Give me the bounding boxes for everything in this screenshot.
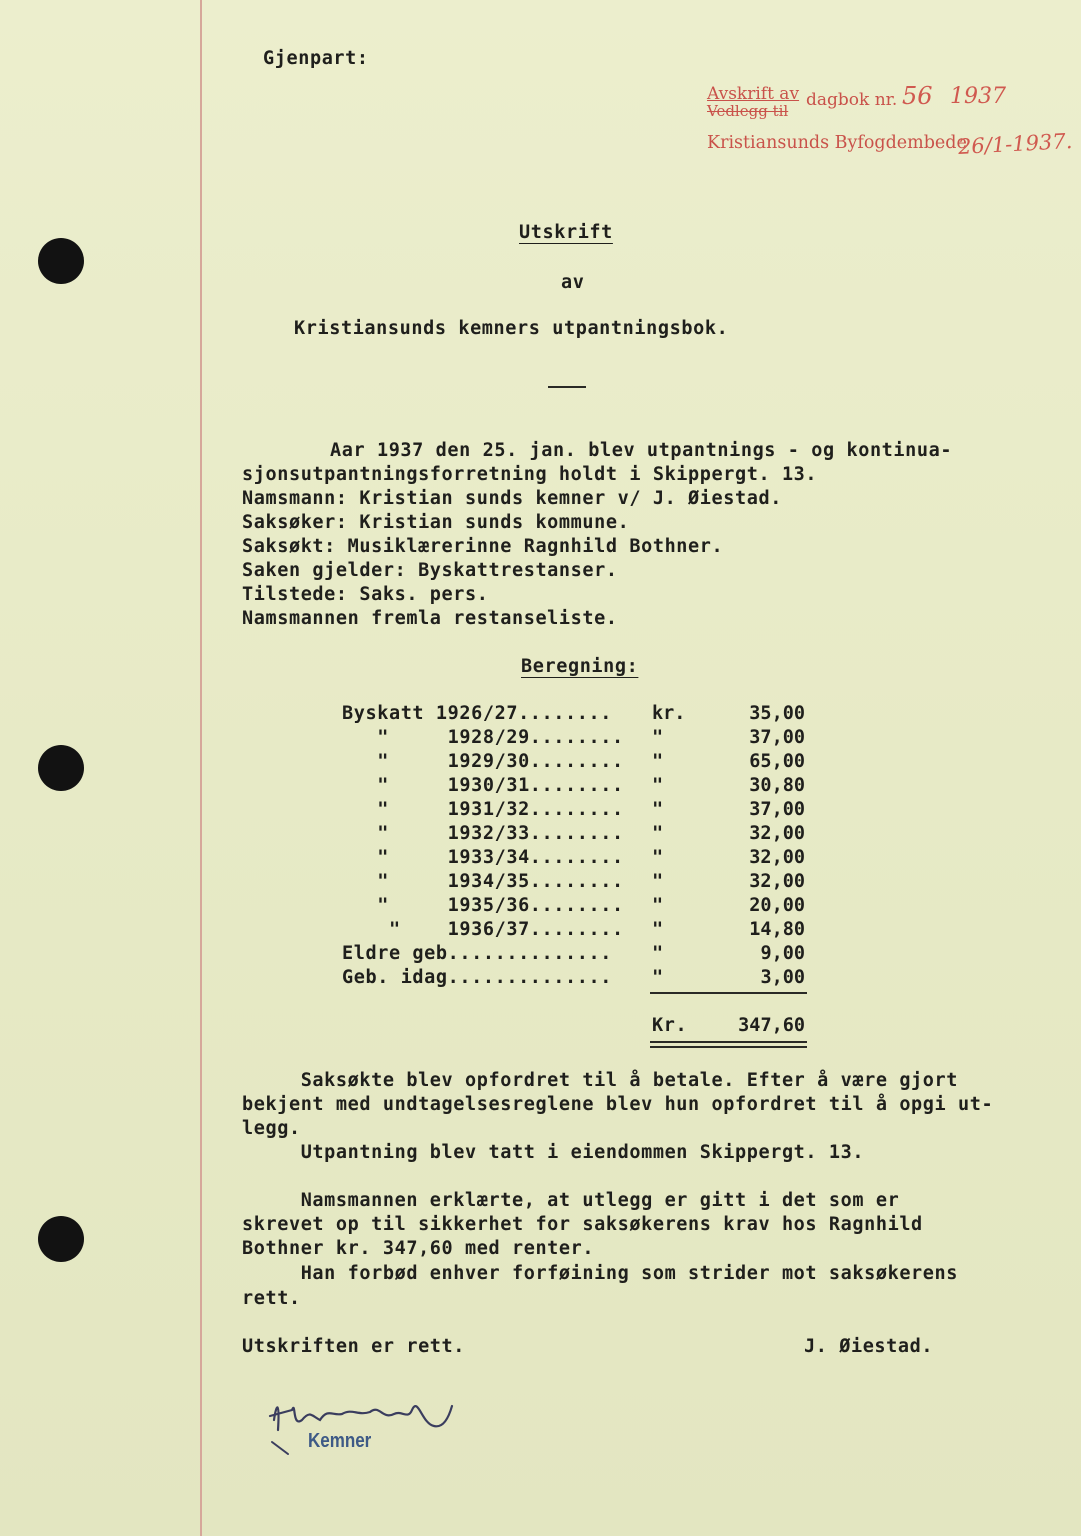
stamp-hand-number: 56 [902, 82, 933, 110]
calc-row-unit: " [652, 775, 664, 796]
calc-row-amount: 65,00 [749, 751, 805, 772]
calc-row-unit: " [652, 823, 664, 844]
calc-row-amount: 32,00 [749, 847, 805, 868]
calc-row-unit: " [652, 727, 664, 748]
calc-row-amount: 30,80 [749, 775, 805, 796]
calc-row-unit: " [652, 943, 664, 964]
calc-row-unit: " [652, 751, 664, 772]
stamp-line1b: dagbok nr. [806, 90, 898, 110]
total-amount: 347,60 [738, 1015, 805, 1036]
certified-text: Utskriften er rett. [242, 1336, 466, 1357]
body-line: rett. [242, 1288, 301, 1309]
calc-row-unit: " [652, 799, 664, 820]
calc-row-label: " 1935/36........ [342, 895, 624, 916]
intro-line: Aar 1937 den 25. jan. blev utpantnings - og kontinua- [330, 440, 953, 461]
calc-row-label: " 1930/31........ [342, 775, 624, 796]
calc-row-amount: 20,00 [749, 895, 805, 916]
punch-hole-top [38, 238, 84, 284]
total-rule-2 [650, 1046, 807, 1048]
calc-row-unit: " [652, 871, 664, 892]
body-line: Han forbød enhver forføining som strider mot saksøkerens [242, 1263, 959, 1284]
punch-hole-bottom [38, 1216, 84, 1262]
body-line: Saksøkte blev opfordret til å betale. Efter å være gjort [242, 1070, 959, 1091]
stamp-court: Kristiansunds Byfogdembede [707, 133, 967, 153]
total-rule-1 [650, 1041, 807, 1043]
calc-row-label: " 1929/30........ [342, 751, 624, 772]
body-line: bekjent med undtagelsesreglene blev hun opfordret til å opgi ut- [242, 1094, 994, 1115]
calc-row-label: Geb. idag.............. [342, 967, 612, 988]
calc-row-label: " 1936/37........ [342, 919, 624, 940]
calc-row-label: " 1931/32........ [342, 799, 624, 820]
margin-line [200, 0, 202, 1536]
calc-heading: Beregning: [521, 656, 639, 677]
calc-row-amount: 32,00 [749, 823, 805, 844]
intro-line: Namsmannen fremla restanseliste. [242, 608, 618, 629]
total-label: Kr. [652, 1015, 688, 1036]
calc-row-label: " 1934/35........ [342, 871, 624, 892]
title-divider [548, 386, 586, 388]
calc-row-amount: 32,00 [749, 871, 805, 892]
calc-row-amount: 9,00 [760, 943, 805, 964]
body-line: Namsmannen erklærte, at utlegg er gitt i det som er [242, 1190, 900, 1211]
calc-row-unit: kr. [652, 703, 686, 724]
calc-row-label: " 1932/33........ [342, 823, 624, 844]
signatory: J. Øiestad. [804, 1336, 934, 1357]
title-utskrift: Utskrift [519, 222, 613, 243]
calc-row-unit: " [652, 967, 664, 988]
intro-line: Namsmann: Kristian sunds kemner v/ J. Øiestad. [242, 488, 782, 509]
copy-label: Gjenpart: [263, 48, 369, 69]
punch-hole-middle [38, 745, 84, 791]
body-line: legg. [242, 1118, 301, 1139]
calc-row-label: " 1928/29........ [342, 727, 624, 748]
title-book: Kristiansunds kemners utpantningsbok. [294, 318, 729, 339]
intro-line: Saksøkt: Musiklærerinne Ragnhild Bothner. [242, 536, 724, 557]
calc-row-amount: 35,00 [749, 703, 805, 724]
calc-row-label: Byskatt 1926/27........ [342, 703, 612, 724]
intro-line: sjonsutpantningsforretning holdt i Skippergt. 13. [242, 464, 818, 485]
title-av: av [561, 272, 585, 293]
calc-row-label: Eldre geb.............. [342, 943, 612, 964]
calc-row-unit: " [652, 895, 664, 916]
intro-line: Saken gjelder: Byskattrestanser. [242, 560, 618, 581]
calc-row-unit: " [652, 847, 664, 868]
calc-row-label: " 1933/34........ [342, 847, 624, 868]
calc-row-amount: 37,00 [749, 727, 805, 748]
calc-row-amount: 3,00 [760, 967, 805, 988]
calc-row-amount: 14,80 [749, 919, 805, 940]
calc-row-unit: " [652, 919, 664, 940]
stamp-hand-date: 26/1-1937. [957, 129, 1073, 159]
stamp-hand-year: 1937 [950, 84, 1006, 109]
body-line: Utpantning blev tatt i eiendommen Skippergt. 13. [242, 1142, 865, 1163]
stamp-struck: Vedlegg til [707, 102, 789, 120]
intro-line: Tilstede: Saks. pers. [242, 584, 489, 605]
calc-row-amount: 37,00 [749, 799, 805, 820]
body-line: skrevet op til sikkerhet for saksøkerens krav hos Ragnhild [242, 1214, 923, 1235]
body-line: Bothner kr. 347,60 med renter. [242, 1238, 595, 1259]
sum-rule [650, 992, 807, 994]
kemner-stamp: Kemner [308, 1430, 372, 1452]
intro-line: Saksøker: Kristian sunds kommune. [242, 512, 630, 533]
stamp-line1a: Avskrift av [707, 84, 800, 104]
